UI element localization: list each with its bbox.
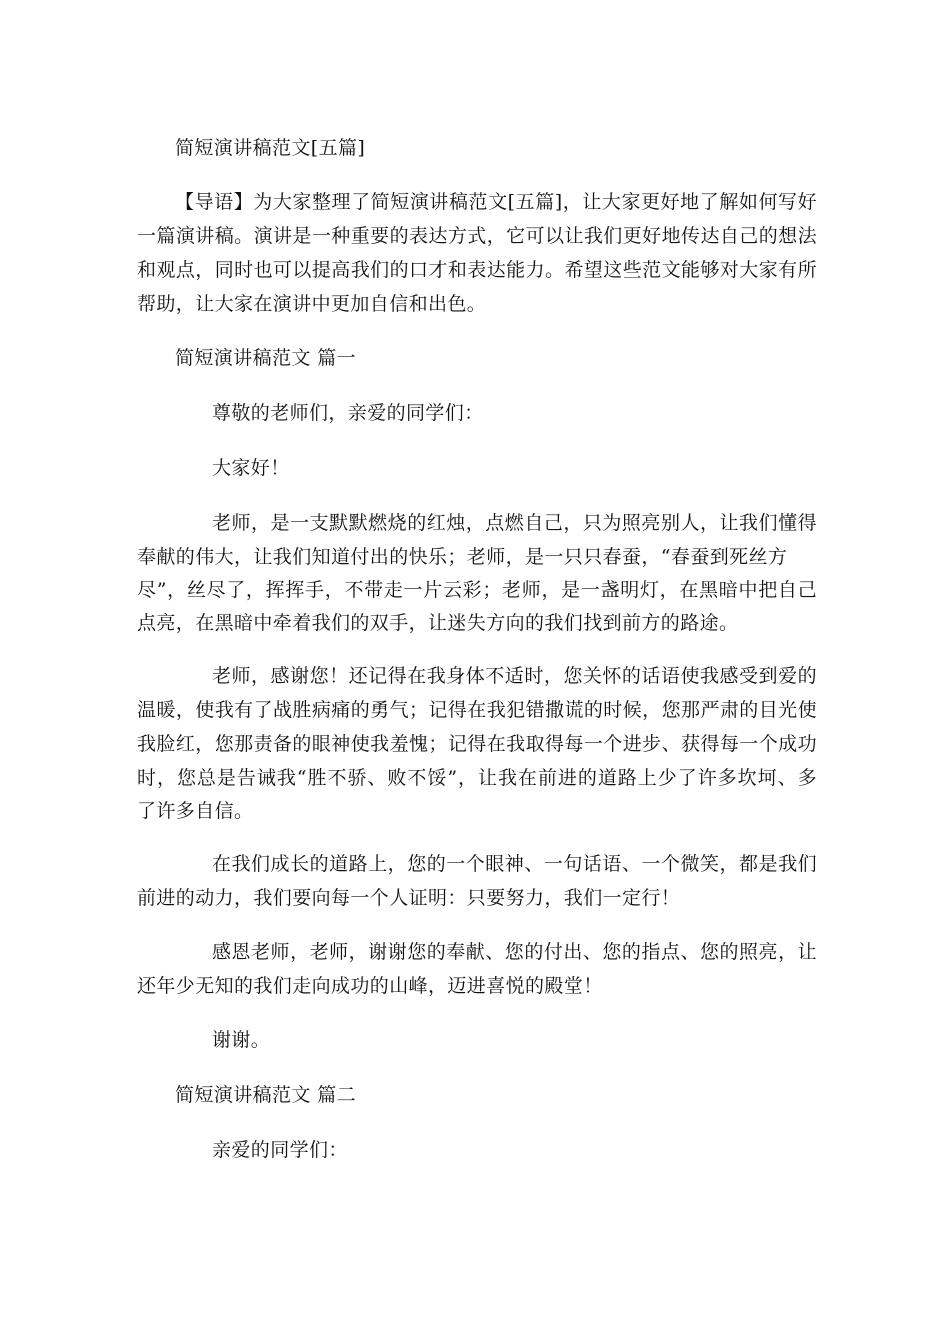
section-heading: 简短演讲稿范文 篇一 — [175, 347, 357, 369]
greeting: 大家好！ — [212, 457, 290, 479]
paragraph-line: 还年少无知的我们走向成功的山峰，迈进喜悦的殿堂！ — [137, 975, 603, 997]
intro-line: 帮助，让大家在演讲中更加自信和出色。 — [137, 293, 487, 315]
paragraph-line: 尽”，丝尽了，挥挥手，不带走一片云彩；老师，是一盏明灯，在黑暗中把自己 — [137, 579, 817, 601]
paragraph-line: 我脸红，您那责备的眼神使我羞愧；记得在我取得每一个进步、获得每一个成功 — [137, 733, 817, 755]
paragraph-line: 温暖，使我有了战胜病痛的勇气；记得在我犯错撒谎的时候，您那严肃的目光使 — [137, 699, 817, 721]
paragraph-line: 前进的动力，我们要向每一个人证明：只要努力，我们一定行！ — [137, 887, 681, 909]
paragraph-line: 时，您总是告诫我“胜不骄、败不馁”，让我在前进的道路上少了许多坎坷、多 — [137, 767, 817, 789]
paragraph-line: 老师，是一支默默燃烧的红烛，点燃自己，只为照亮别人，让我们懂得 — [212, 512, 817, 534]
salutation: 亲爱的同学们： — [212, 1139, 348, 1161]
paragraph-line: 奉献的伟大，让我们知道付出的快乐；老师，是一只只春蚕，“春蚕到死丝方 — [137, 546, 788, 568]
intro-line: 【导语】为大家整理了简短演讲稿范文[五篇]，让大家更好地了解如何写好 — [175, 191, 817, 213]
paragraph-line: 老师，感谢您！还记得在我身体不适时，您关怀的话语使我感受到爱的 — [212, 665, 817, 687]
paragraph-line: 了许多自信。 — [137, 800, 254, 822]
document-title: 简短演讲稿范文[五篇] — [175, 137, 366, 159]
closing: 谢谢。 — [212, 1029, 271, 1051]
paragraph-line: 在我们成长的道路上，您的一个眼神、一句话语、一个微笑，都是我们 — [212, 853, 817, 875]
paragraph-line: 感恩老师，老师，谢谢您的奉献、您的付出、您的指点、您的照亮，让 — [212, 941, 817, 963]
intro-line: 和观点，同时也可以提高我们的口才和表达能力。希望这些范文能够对大家有所 — [137, 259, 817, 281]
intro-line: 一篇演讲稿。演讲是一种重要的表达方式，它可以让我们更好地传达自己的想法 — [137, 225, 817, 247]
salutation: 尊敬的老师们，亲爱的同学们： — [212, 402, 484, 424]
section-heading: 简短演讲稿范文 篇二 — [175, 1084, 357, 1106]
paragraph-line: 点亮，在黑暗中牵着我们的双手，让迷失方向的我们找到前方的路途。 — [137, 612, 739, 634]
